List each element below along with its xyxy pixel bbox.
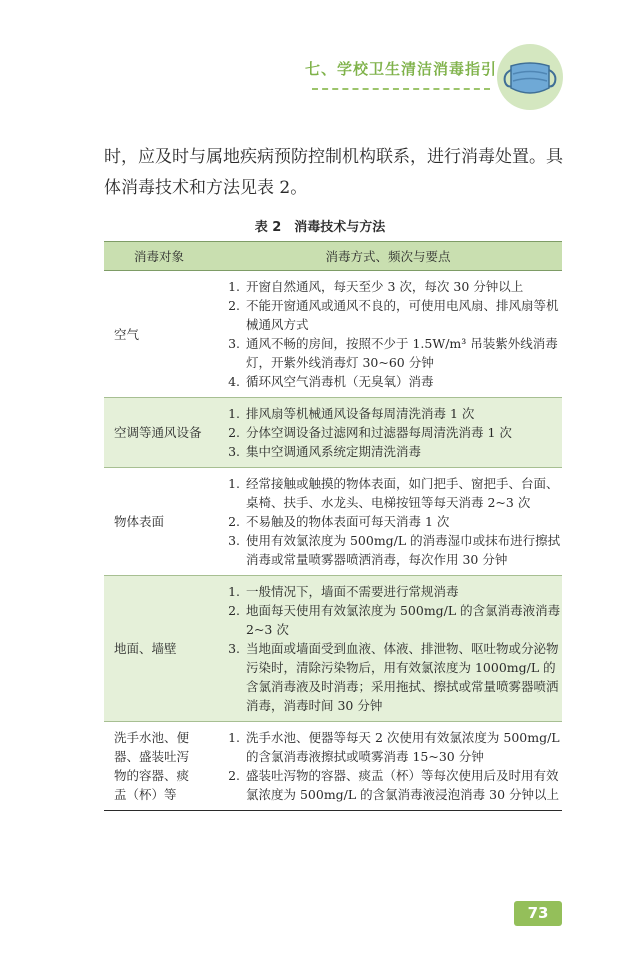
method-item: 1. 经常接触或触摸的物体表面，如门把手、窗把手、台面、桌椅、扶手、水龙头、电梯按钮等每天消毒 2~3 次 xyxy=(244,474,562,512)
method-item: 1. 洗手水池、便器等每天 2 次使用有效氯浓度为 500mg/L 的含氯消毒液擦拭或喷雾消毒 15~30 分钟 xyxy=(244,728,562,766)
method-item: 2. 盛装吐泻物的容器、痰盂（杯）等每次使用后及时用有效氯浓度为 500mg/L 的含氯消毒液浸泡消毒 30 分钟以上 xyxy=(244,766,562,804)
table-row xyxy=(104,271,562,398)
table-header-row xyxy=(104,242,562,271)
row-object: 地面、墙壁 xyxy=(104,576,214,722)
header-methods: 消毒方式、频次与要点 xyxy=(214,242,562,271)
method-item: 1. 一般情况下，墙面不需要进行常规消毒 xyxy=(244,582,562,601)
row-object: 空调等通风设备 xyxy=(104,398,214,468)
table-row xyxy=(104,722,562,811)
row-methods xyxy=(214,722,562,811)
row-methods xyxy=(214,468,562,576)
row-object: 空气 xyxy=(104,271,214,398)
table-caption: 表 2 消毒技术与方法 xyxy=(254,220,386,235)
disinfection-table xyxy=(104,241,562,811)
row-methods xyxy=(214,398,562,468)
table-row xyxy=(104,576,562,722)
row-object-line: 器、盛装吐泻 xyxy=(114,749,190,764)
face-mask-icon xyxy=(497,44,563,110)
method-item: 1. 排风扇等机械通风设备每周清洗消毒 1 次 xyxy=(244,404,562,423)
table-row xyxy=(104,398,562,468)
header-section-title: 七、学校卫生清洁消毒指引 xyxy=(305,60,498,78)
method-item: 2. 不易触及的物体表面可每天消毒 1 次 xyxy=(244,512,562,531)
table-row xyxy=(104,468,562,576)
row-object-line: 盂（杯）等 xyxy=(114,787,177,802)
method-item: 3. 当地面或墙面受到血液、体液、排泄物、呕吐物或分泌物污染时，清除污染物后，用有效氯浓度为 1000mg/L 的含氯消毒液及时消毒；采用拖拭、擦拭或常量喷雾器喷洒消毒，消毒时间 30 分钟 xyxy=(244,639,562,715)
row-object-line: 洗手水池、便 xyxy=(114,730,190,745)
method-item: 2. 地面每天使用有效氯浓度为 500mg/L 的含氯消毒液消毒 2~3 次 xyxy=(244,601,562,639)
row-methods xyxy=(214,576,562,722)
method-item: 4. 循环风空气消毒机（无臭氧）消毒 xyxy=(244,372,562,391)
header-object: 消毒对象 xyxy=(104,242,214,271)
method-item: 2. 不能开窗通风或通风不良的，可使用电风扇、排风扇等机械通风方式 xyxy=(244,296,562,334)
row-object: 物体表面 xyxy=(104,468,214,576)
method-item: 3. 通风不畅的房间，按照不少于 1.5W/m³ 吊装紫外线消毒灯，开紫外线消毒灯 30~60 分钟 xyxy=(244,334,562,372)
method-item: 1. 开窗自然通风，每天至少 3 次，每次 30 分钟以上 xyxy=(244,277,562,296)
row-object-line: 物的容器、痰 xyxy=(114,768,190,783)
method-item: 3. 集中空调通风系统定期清洗消毒 xyxy=(244,442,562,461)
page-number: 73 xyxy=(514,901,562,926)
method-item: 2. 分体空调设备过滤网和过滤器每周清洗消毒 1 次 xyxy=(244,423,562,442)
row-object xyxy=(104,722,214,811)
header-dashed-rule xyxy=(312,88,490,90)
row-methods xyxy=(214,271,562,398)
method-item: 3. 使用有效氯浓度为 500mg/L 的消毒湿巾或抹布进行擦拭消毒或常量喷雾器喷洒消毒，每次作用 30 分钟 xyxy=(244,531,562,569)
intro-paragraph: 时，应及时与属地疾病预防控制机构联系，进行消毒处置。具体消毒技术和方法见表 2。 xyxy=(104,147,563,198)
